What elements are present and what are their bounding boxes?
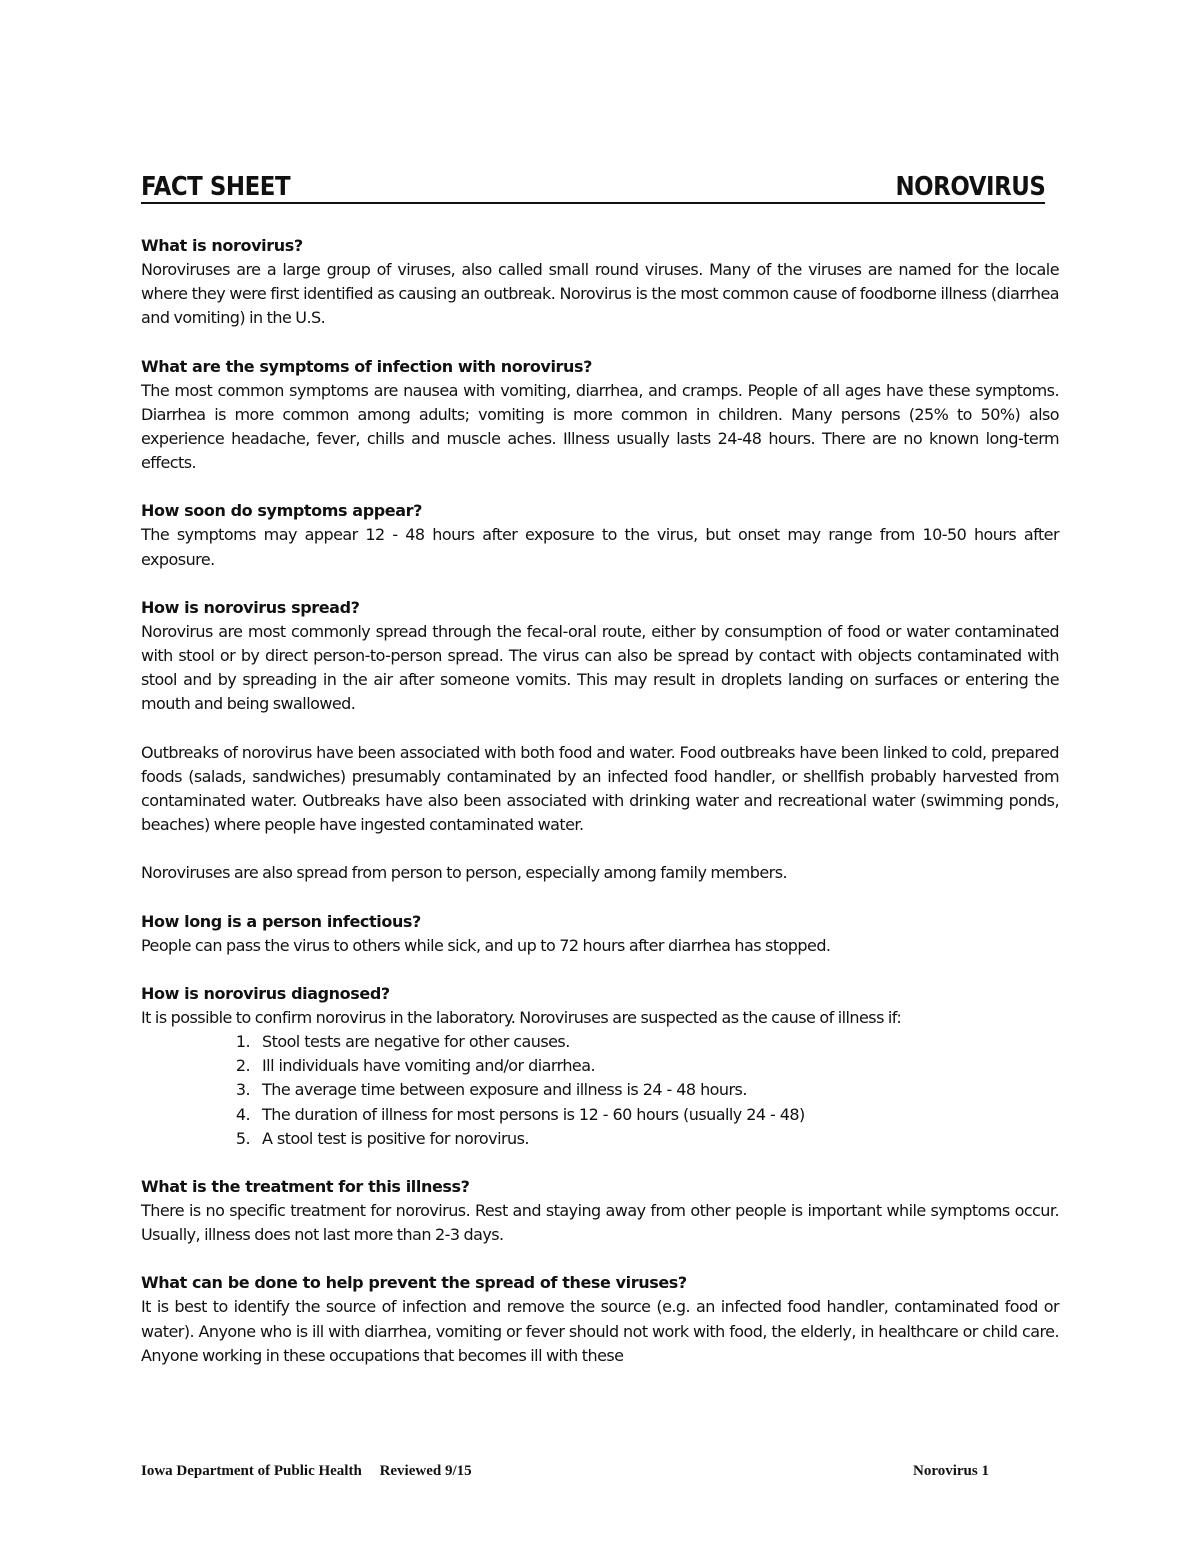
list-text: Ill individuals have vomiting and/or diarrhea. xyxy=(262,1056,596,1076)
section-symptoms xyxy=(141,355,1059,476)
document-title: FACT SHEET xyxy=(141,172,291,202)
list-item xyxy=(207,1078,1059,1102)
footer-reviewed-date: Reviewed 9/15 xyxy=(379,1463,472,1479)
document-subject: NOROVIRUS xyxy=(895,172,1045,202)
section-paragraph: People can pass the virus to others while sick, and up to 72 hours after diarrhea has stopped. xyxy=(141,935,831,955)
footer-page-label: Norovirus 1 xyxy=(913,1463,989,1479)
section-heading: How is norovirus diagnosed? xyxy=(141,983,390,1003)
section-prevention xyxy=(141,1271,1059,1368)
section-paragraph: It is possible to confirm norovirus in the laboratory. Noroviruses are suspected as the cause of illness if: xyxy=(141,1007,902,1027)
list-text: The duration of illness for most persons is 12 - 60 hours (usually 24 - 48) xyxy=(262,1104,805,1124)
list-number: 2. xyxy=(235,1056,250,1076)
section-heading: What can be done to help prevent the spread of these viruses? xyxy=(141,1273,687,1293)
list-number: 1. xyxy=(235,1032,250,1052)
list-text: The average time between exposure and illness is 24 - 48 hours. xyxy=(262,1080,747,1100)
list-text: A stool test is positive for norovirus. xyxy=(262,1128,529,1148)
section-treatment xyxy=(141,1175,1059,1247)
list-text: Stool tests are negative for other causes. xyxy=(262,1032,570,1052)
section-heading: How long is a person infectious? xyxy=(141,911,421,931)
section-heading: What are the symptoms of infection with norovirus? xyxy=(141,356,593,376)
list-number: 3. xyxy=(235,1080,250,1100)
section-heading: How is norovirus spread? xyxy=(141,597,360,617)
title-bar xyxy=(141,168,1045,204)
page-footer xyxy=(141,1463,989,1480)
section-paragraph: The most common symptoms are nausea with vomiting, diarrhea, and cramps. People of all ages have these symptoms. Diarrhea is more common among adults; vomiting is more common in children. Many persons (25% to 50%) also experience headache, fever, chills and muscle aches. Illness usually lasts 24-48 hours. There are no known long-term effects. xyxy=(141,380,1059,473)
footer-left xyxy=(141,1463,472,1480)
diagnosis-criteria-list xyxy=(207,1030,1059,1151)
section-paragraph: Norovirus are most commonly spread through the fecal-oral route, either by consumption of food or water contaminated with stool or by direct person-to-person spread. The virus can also be spread by contact with objects contaminated with stool and by spreading in the air after someone vomits. This may result in droplets landing on surfaces or entering the mouth and being swallowed. xyxy=(141,621,1059,714)
section-what-is-norovirus xyxy=(141,234,1059,331)
document-body xyxy=(141,234,1059,1368)
section-paragraph: It is best to identify the source of infection and remove the source (e.g. an infected food handler, contaminated food or water). Anyone who is ill with diarrhea, vomiting or fever should not work with food, the elderly, in healthcare or child care. Anyone working in these occupations that becomes ill with these xyxy=(141,1297,1059,1365)
section-paragraph: The symptoms may appear 12 - 48 hours after exposure to the virus, but onset may range from 10-50 hours after exposure. xyxy=(141,525,1059,569)
list-item xyxy=(207,1127,1059,1151)
section-onset xyxy=(141,499,1059,571)
list-item xyxy=(207,1030,1059,1054)
section-paragraph: There is no specific treatment for norovirus. Rest and staying away from other people is important while symptoms occur. Usually, illness does not last more than 2-3 days. xyxy=(141,1201,1059,1245)
section-diagnosis xyxy=(141,982,1059,1151)
section-heading: What is norovirus? xyxy=(141,236,303,255)
list-item xyxy=(207,1054,1059,1078)
list-number: 4. xyxy=(235,1104,250,1124)
section-infectious-period xyxy=(141,910,1059,958)
list-item xyxy=(207,1103,1059,1127)
section-paragraph: Outbreaks of norovirus have been associated with both food and water. Food outbreaks have been linked to cold, prepared foods (salads, sandwiches) presumably contaminated by an infected food handler, or shellfish probably harvested from contaminated water. Outbreaks have also been associated with drinking water and recreational water (swimming ponds, beaches) where people have ingested contaminated water. xyxy=(141,742,1059,835)
footer-organization: Iowa Department of Public Health xyxy=(141,1463,362,1479)
section-spread xyxy=(141,596,1059,886)
section-heading: What is the treatment for this illness? xyxy=(141,1177,470,1197)
list-number: 5. xyxy=(235,1128,250,1148)
section-heading: How soon do symptoms appear? xyxy=(141,501,423,521)
section-paragraph: Noroviruses are a large group of viruses, also called small round viruses. Many of the viruses are named for the locale where they were first identified as causing an outbreak. Norovirus is the most common cause of foodborne illness (diarrhea and vomiting) in the U.S. xyxy=(141,260,1059,328)
section-paragraph: Noroviruses are also spread from person to person, especially among family members. xyxy=(141,863,788,883)
